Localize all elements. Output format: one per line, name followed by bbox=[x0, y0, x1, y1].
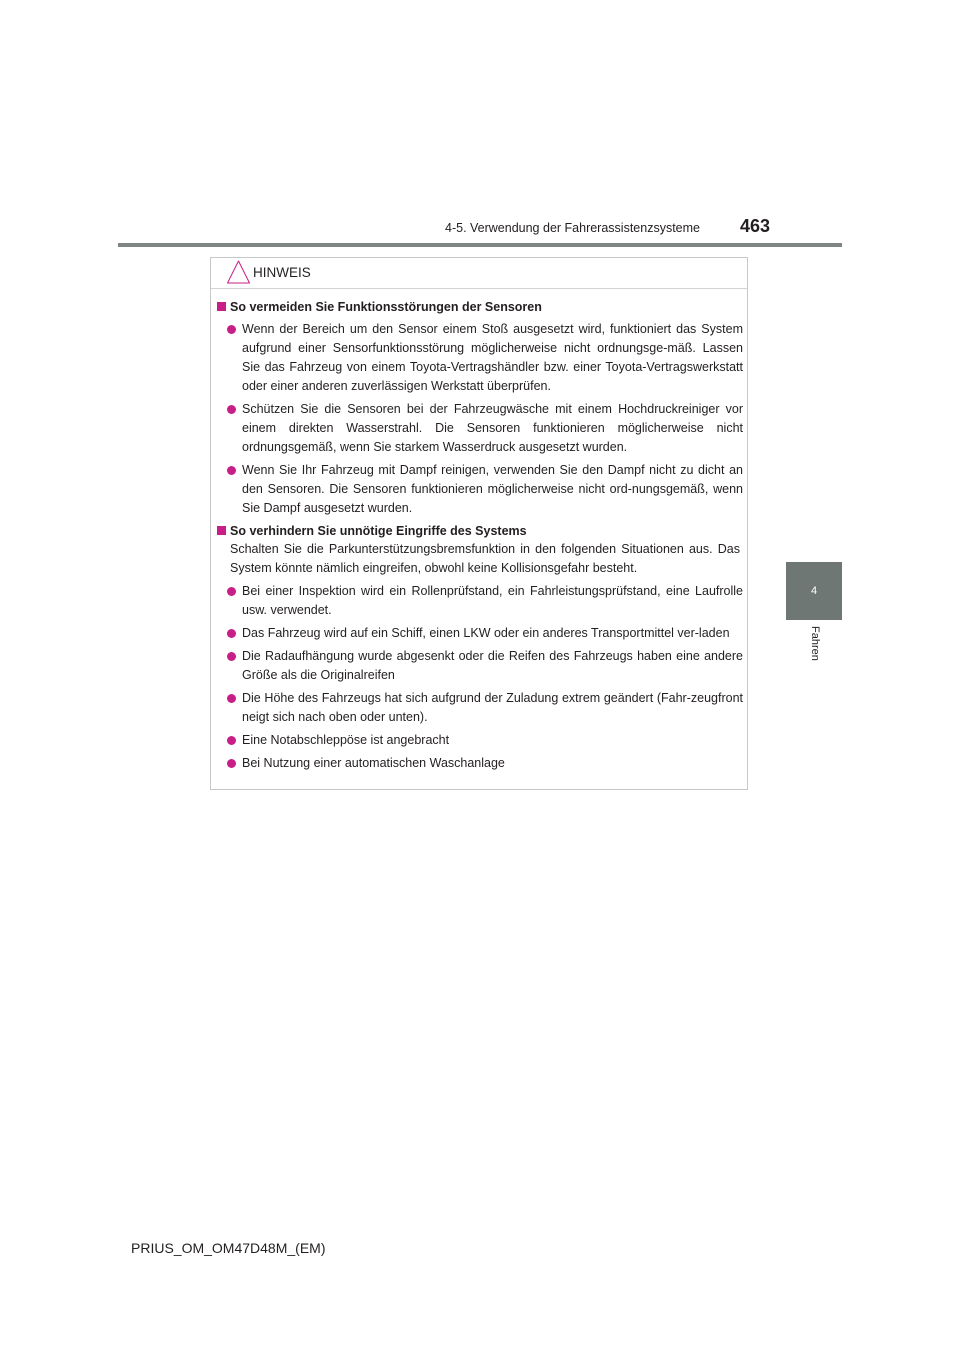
notice-title: HINWEIS bbox=[253, 265, 311, 280]
section-intro: Schalten Sie die Parkunterstützungsbremsfunktion in den folgenden Situationen aus. Das System könnte nämlich eingreifen, obwohl keine Kollisionsgefahr besteht. bbox=[230, 542, 740, 575]
bullet-dot-icon bbox=[227, 325, 236, 334]
list-item: Eine Notabschleppöse ist angebracht bbox=[242, 731, 743, 750]
section-heading: 4-5. Verwendung der Fahrerassistenzsysteme bbox=[445, 221, 700, 235]
list-item: Wenn Sie Ihr Fahrzeug mit Dampf reinigen, verwenden Sie den Dampf nicht zu dicht an den Sensoren. Die Sensoren funktionieren möglicherweise nicht ord-nungsgemäß, wenn Sie Dampf ausgesetzt wurden. bbox=[242, 461, 743, 518]
header-rule bbox=[118, 243, 842, 247]
list-item: Schützen Sie die Sensoren bei der Fahrzeugwäsche mit einem Hochdruckreiniger vor einem direkten Wasserstrahl. Die Sensoren funktionieren möglicherweise nicht ordnungsgemäß, wenn Sie starkem Wasserdruck ausgesetzt wurden. bbox=[242, 400, 743, 457]
section-title: So vermeiden Sie Funktionsstörungen der Sensoren bbox=[211, 298, 749, 316]
notice-box bbox=[210, 257, 748, 790]
bullet-dot-icon bbox=[227, 405, 236, 414]
bullet-dot-icon bbox=[227, 652, 236, 661]
list-item: Die Höhe des Fahrzeugs hat sich aufgrund der Zuladung extrem geändert (Fahr-zeugfront neigt sich nach oben oder unten). bbox=[242, 689, 743, 727]
bullet-dot-icon bbox=[227, 466, 236, 475]
list-item: Die Radaufhängung wurde abgesenkt oder die Reifen des Fahrzeugs haben eine andere Größe als die Originalreifen bbox=[242, 647, 743, 685]
bullet-dot-icon bbox=[227, 736, 236, 745]
list-item: Das Fahrzeug wird auf ein Schiff, einen LKW oder ein anderes Transportmittel ver-laden bbox=[242, 624, 743, 643]
warning-triangle-icon bbox=[226, 259, 251, 285]
notice-content bbox=[211, 298, 749, 773]
list-item: Bei einer Inspektion wird ein Rollenprüfstand, ein Fahrleistungsprüfstand, eine Laufrolle usw. verwendet. bbox=[242, 582, 743, 620]
page-number: 463 bbox=[740, 216, 771, 236]
bullet-dot-icon bbox=[227, 587, 236, 596]
square-bullet-icon bbox=[217, 302, 226, 311]
list-item: Wenn der Bereich um den Sensor einem Stoß ausgesetzt wird, funktioniert das System aufgrund einer Sensorfunktionsstörung möglicherweise nicht ordnungsge-mäß. Lassen Sie das Fahrzeug von einem Toyota-Vertragshändler bzw. einer Toyota-Vertragswerkstatt oder einer anderen zuverlässigen Werkstatt überprüfen. bbox=[242, 320, 743, 396]
chapter-tab bbox=[786, 562, 842, 620]
bullet-dot-icon bbox=[227, 629, 236, 638]
chapter-number: 4 bbox=[810, 585, 818, 597]
bullet-dot-icon bbox=[227, 694, 236, 703]
list-item: Bei Nutzung einer automatischen Waschanlage bbox=[242, 754, 743, 773]
square-bullet-icon bbox=[217, 526, 226, 535]
chapter-label: Fahren bbox=[809, 626, 821, 661]
document-id: PRIUS_OM_OM47D48M_(EM) bbox=[131, 1240, 326, 1256]
bullet-dot-icon bbox=[227, 759, 236, 768]
section-title: So verhindern Sie unnötige Eingriffe des Systems bbox=[211, 522, 749, 540]
notice-header bbox=[211, 258, 747, 289]
